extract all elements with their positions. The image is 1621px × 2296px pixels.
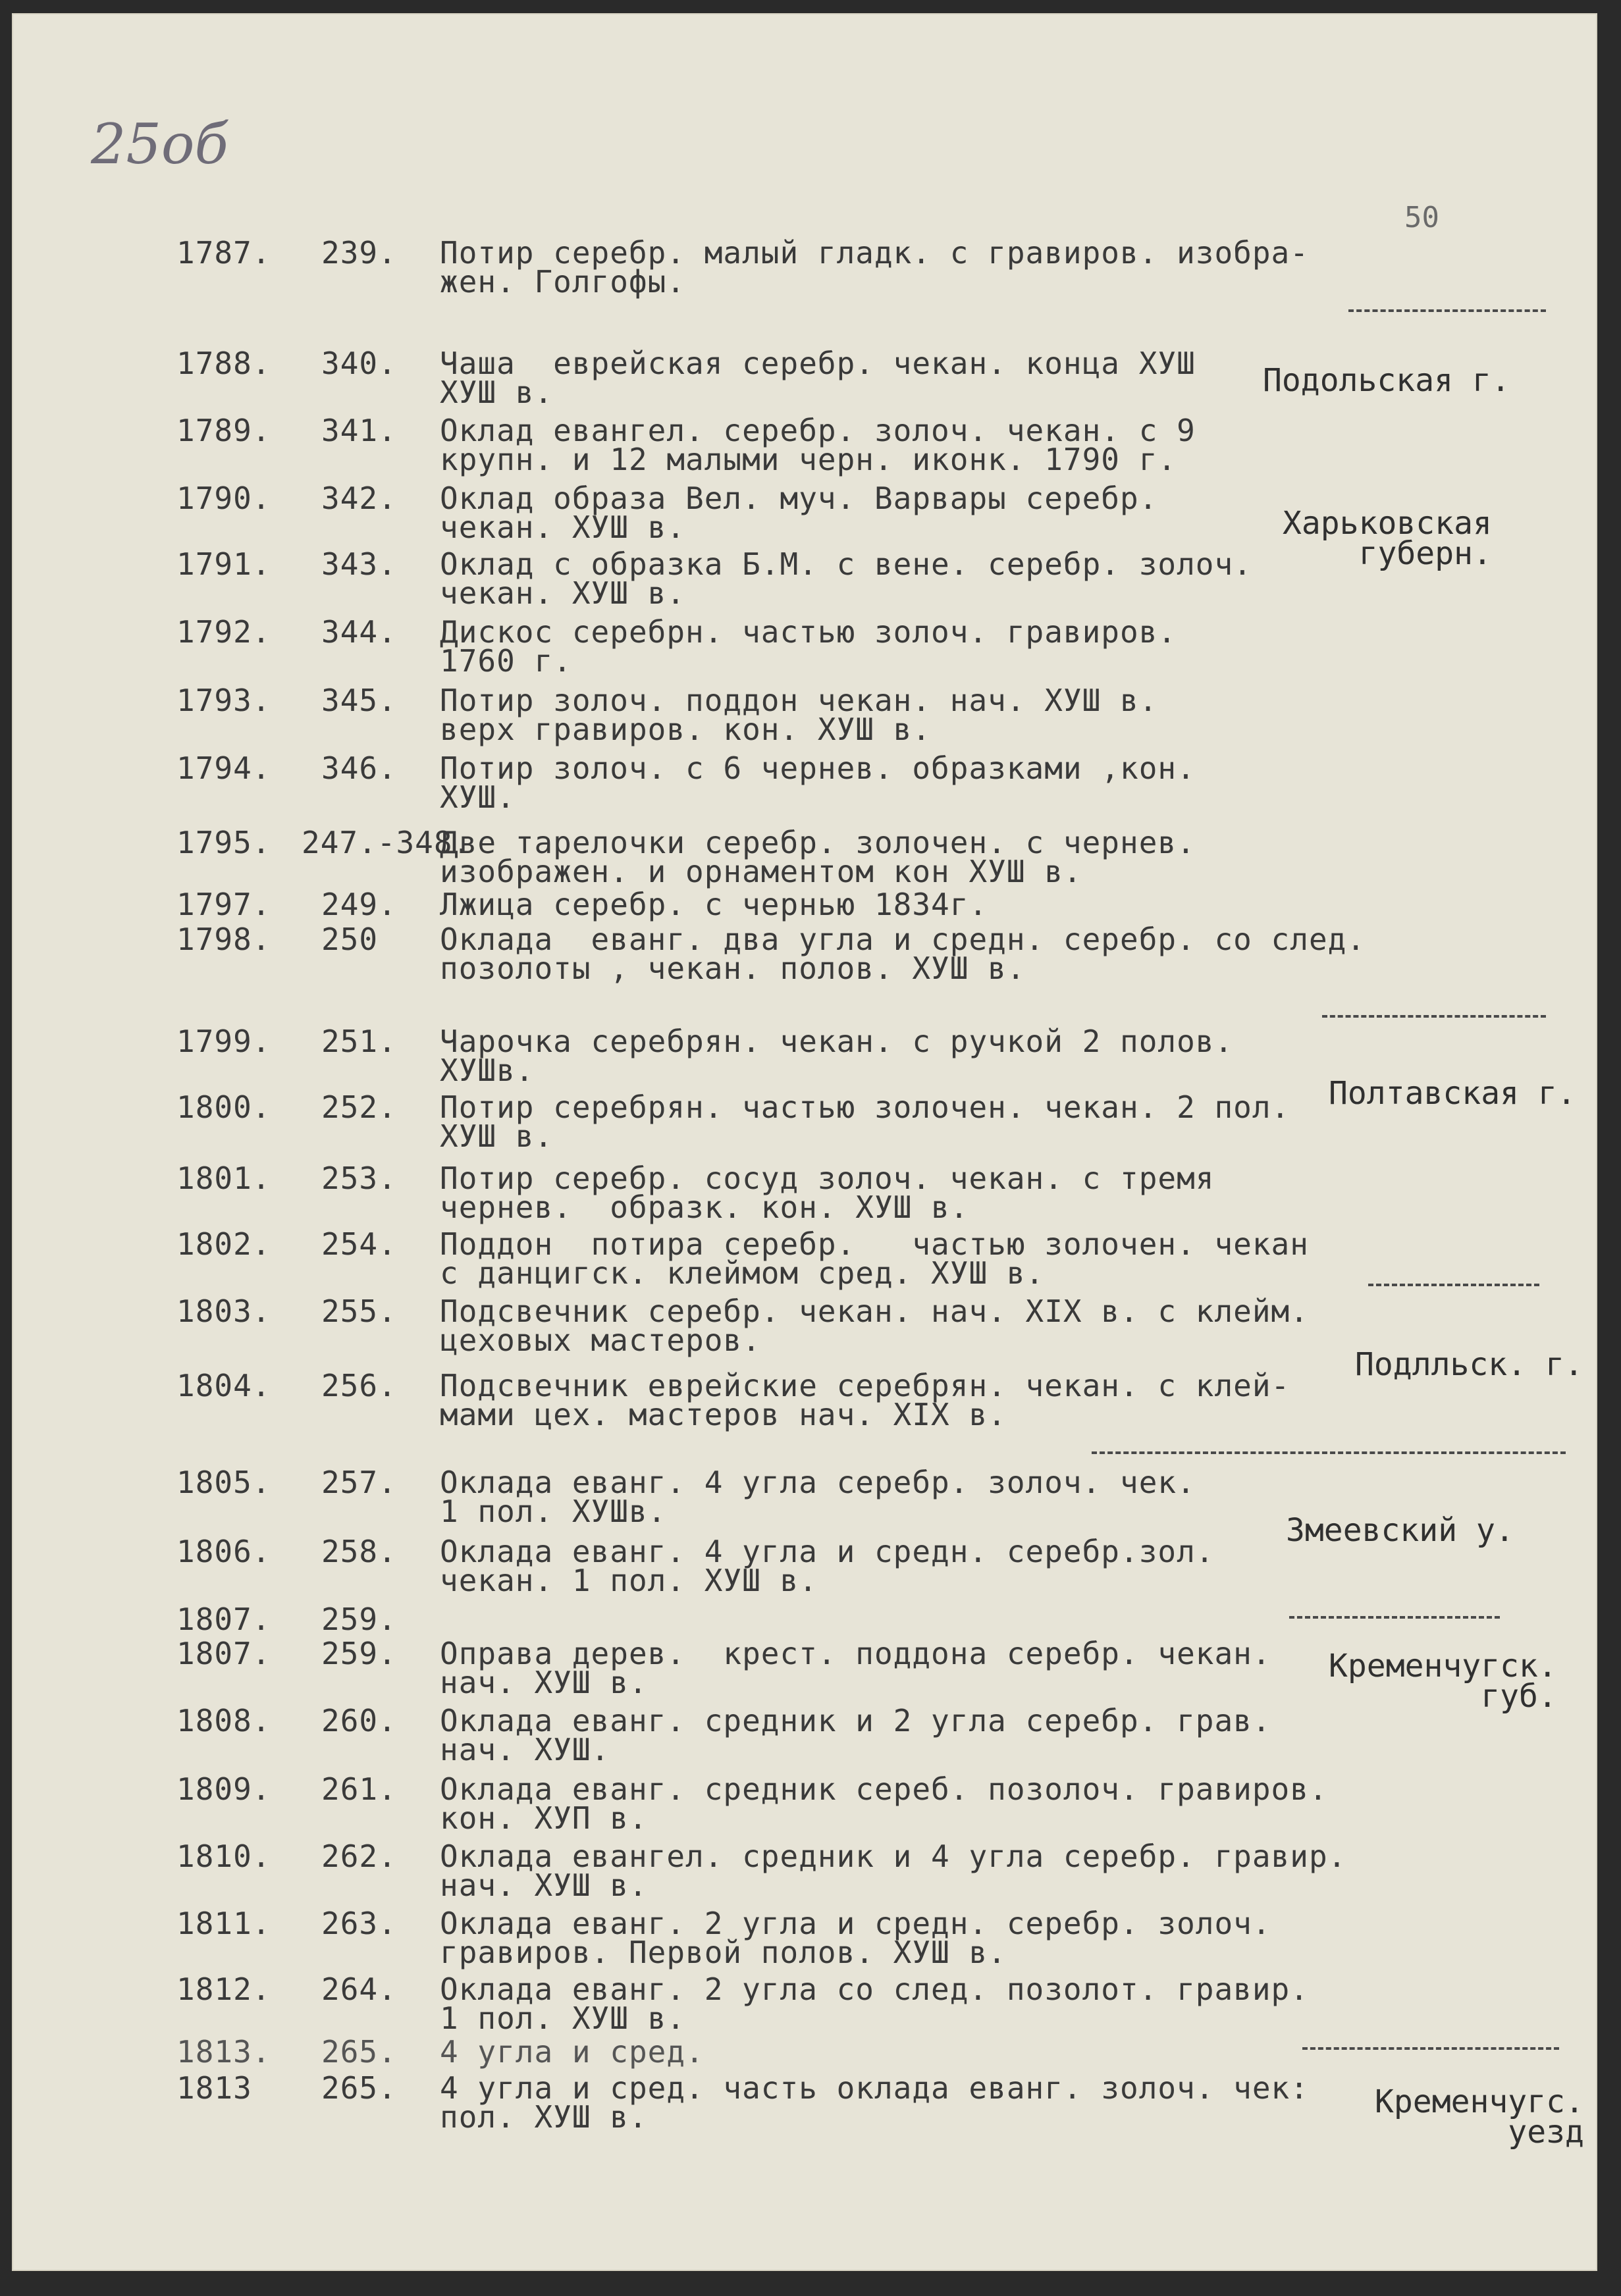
inventory-number: 345. bbox=[321, 683, 397, 718]
entry-number: 1805. bbox=[176, 1465, 271, 1500]
item-description: Оклад образа Вел. муч. Варвары серебр. чекан. ХУШ в. bbox=[440, 481, 1158, 545]
entry-number: 1794. bbox=[176, 750, 271, 786]
entry-number: 1813 bbox=[176, 2070, 252, 2106]
inventory-number: 261. bbox=[321, 1771, 397, 1807]
page-number: 50 bbox=[1404, 201, 1439, 234]
entry-number: 1810. bbox=[176, 1839, 271, 1874]
section-divider bbox=[1092, 1451, 1566, 1454]
inventory-number: 257. bbox=[321, 1465, 397, 1500]
item-description: Оклад евангел. серебр. золоч. чекан. с 9 крупн. и 12 малыми черн. иконк. 1790 г. bbox=[440, 413, 1196, 477]
inventory-number: 258. bbox=[321, 1534, 397, 1569]
inventory-number: 342. bbox=[321, 481, 397, 516]
handwritten-sheet-number: 25об bbox=[91, 112, 228, 176]
region-label: Подольская г. bbox=[1263, 362, 1510, 399]
inventory-number: 255. bbox=[321, 1293, 397, 1329]
item-description: Потир серебр. малый гладк. с гравиров. изобра- жен. Голгофы. bbox=[440, 235, 1309, 300]
inventory-number: 340. bbox=[321, 346, 397, 381]
entry-number: 1799. bbox=[176, 1024, 271, 1059]
document-page bbox=[12, 13, 1597, 2271]
entry-number: 1804. bbox=[176, 1368, 271, 1403]
entry-number: 1801. bbox=[176, 1161, 271, 1196]
item-description: Поддон потира серебр. частью золочен. чекан с данцигск. клеймом сред. ХУШ в. bbox=[440, 1226, 1309, 1291]
inventory-number: 344. bbox=[321, 614, 397, 650]
inventory-number: 343. bbox=[321, 546, 397, 582]
entry-number: 1795. bbox=[176, 825, 271, 860]
item-description: Потир золоч. поддон чекан. нач. ХУШ в. верх гравиров. кон. ХУШ в. bbox=[440, 683, 1158, 747]
item-description: Чарочка серебрян. чекан. с ручкой 2 полов. ХУШв. bbox=[440, 1024, 1234, 1088]
inventory-number: 252. bbox=[321, 1089, 397, 1125]
inventory-number: 260. bbox=[321, 1703, 397, 1738]
inventory-number: 264. bbox=[321, 1971, 397, 2007]
inventory-number: 249. bbox=[321, 887, 397, 922]
section-divider bbox=[1289, 1616, 1500, 1619]
inventory-number: 254. bbox=[321, 1226, 397, 1262]
region-label: Кременчугс. уезд bbox=[1375, 2083, 1584, 2151]
entry-number: 1802. bbox=[176, 1226, 271, 1262]
item-description: Оклада еванг. 2 угла и средн. серебр. золоч. гравиров. Первой полов. ХУШ в. bbox=[440, 1906, 1271, 1970]
inventory-number: 239. bbox=[321, 235, 397, 271]
inventory-number: 250 bbox=[321, 922, 379, 957]
entry-number: 1811. bbox=[176, 1906, 271, 1941]
item-description: Дискос серебрн. частью золоч. гравиров. 1760 г. bbox=[440, 614, 1177, 679]
item-description: Оклада еванг. два угла и средн. серебр. со след. позолоты , чекан. полов. ХУШ в. bbox=[440, 922, 1366, 986]
section-divider bbox=[1302, 2047, 1559, 2050]
inventory-number: 259. bbox=[321, 1602, 397, 1637]
entry-number: 1812. bbox=[176, 1971, 271, 2007]
region-label: Харьковская губерн. bbox=[1283, 505, 1492, 572]
entry-number: 1813. bbox=[176, 2034, 271, 2070]
item-description: 4 угла и сред. часть оклада еванг. золоч. чек: пол. ХУШ в. bbox=[440, 2070, 1309, 2135]
item-description: Оклада еванг. 4 угла и средн. серебр.зол. чекан. 1 пол. ХУШ в. bbox=[440, 1534, 1215, 1598]
inventory-number: 253. bbox=[321, 1161, 397, 1196]
entry-number: 1808. bbox=[176, 1703, 271, 1738]
entry-number: 1787. bbox=[176, 235, 271, 271]
inventory-number: 262. bbox=[321, 1839, 397, 1874]
inventory-number: 263. bbox=[321, 1906, 397, 1941]
entry-number: 1791. bbox=[176, 546, 271, 582]
inventory-number: 341. bbox=[321, 413, 397, 448]
entry-number: 1792. bbox=[176, 614, 271, 650]
inventory-number: 256. bbox=[321, 1368, 397, 1403]
region-label: Кременчугск. губ. bbox=[1329, 1648, 1557, 1715]
item-description: Две тарелочки серебр. золочен. с чернев. изображен. и орнаментом кон ХУШ в. bbox=[440, 825, 1196, 889]
entry-number: 1797. bbox=[176, 887, 271, 922]
item-description: Подсвечник еврейские серебрян. чекан. с клей- мами цех. мастеров нач. XIX в. bbox=[440, 1368, 1290, 1432]
entry-number: 1806. bbox=[176, 1534, 271, 1569]
item-description: 4 угла и сред. bbox=[440, 2034, 704, 2070]
item-description: Оправа дерев. крест. поддона серебр. чекан. нач. ХУШ в. bbox=[440, 1636, 1271, 1700]
inventory-number: 251. bbox=[321, 1024, 397, 1059]
entry-number: 1800. bbox=[176, 1089, 271, 1125]
inventory-number: 265. bbox=[321, 2034, 397, 2070]
item-description: Оклада еванг. 2 угла со след. позолот. гравир. 1 пол. ХУШ в. bbox=[440, 1971, 1309, 2036]
entry-number: 1789. bbox=[176, 413, 271, 448]
item-description: Оклад с образка Б.М. с вене. серебр. золоч. чекан. ХУШ в. bbox=[440, 546, 1252, 611]
section-divider bbox=[1348, 309, 1546, 312]
entry-number: 1790. bbox=[176, 481, 271, 516]
item-description: Оклада евангел. средник и 4 угла серебр. гравир. нач. ХУШ в. bbox=[440, 1839, 1347, 1903]
inventory-number: 265. bbox=[321, 2070, 397, 2106]
inventory-number: 247.-348. bbox=[302, 825, 472, 860]
item-description: Оклада еванг. средник и 2 угла серебр. грав. нач. ХУШ. bbox=[440, 1703, 1271, 1767]
section-divider bbox=[1368, 1284, 1539, 1286]
entry-number: 1803. bbox=[176, 1293, 271, 1329]
entry-number: 1807. bbox=[176, 1636, 271, 1671]
item-description: Потир золоч. с 6 чернев. образками ,кон. ХУШ. bbox=[440, 750, 1196, 815]
item-description: Оклада еванг. 4 угла серебр. золоч. чек. 1 пол. ХУШв. bbox=[440, 1465, 1196, 1529]
item-description: Потир серебрян. частью золочен. чекан. 2 пол. ХУШ в. bbox=[440, 1089, 1290, 1154]
item-description: Оклада еванг. средник сереб. позолоч. гравиров. кон. ХУП в. bbox=[440, 1771, 1328, 1836]
entry-number: 1807. bbox=[176, 1602, 271, 1637]
entry-number: 1793. bbox=[176, 683, 271, 718]
entry-number: 1809. bbox=[176, 1771, 271, 1807]
region-label: Полтавская г. bbox=[1329, 1075, 1576, 1112]
entry-number: 1788. bbox=[176, 346, 271, 381]
region-label: Подлльск. г. bbox=[1355, 1346, 1583, 1383]
inventory-number: 259. bbox=[321, 1636, 397, 1671]
inventory-list bbox=[12, 13, 1597, 2271]
item-description: Потир серебр. сосуд золоч. чекан. с тремя чернев. образк. кон. ХУШ в. bbox=[440, 1161, 1215, 1225]
item-description: Подсвечник серебр. чекан. нач. XIX в. с клейм. цеховых мастеров. bbox=[440, 1293, 1309, 1358]
section-divider bbox=[1322, 1015, 1546, 1018]
entry-number: 1798. bbox=[176, 922, 271, 957]
item-description: Чаша еврейская серебр. чекан. конца ХУШ ХУШ в. bbox=[440, 346, 1196, 410]
inventory-number: 346. bbox=[321, 750, 397, 786]
region-label: Змеевский у. bbox=[1286, 1512, 1514, 1549]
item-description: Лжица серебр. с чернью 1834г. bbox=[440, 887, 988, 922]
